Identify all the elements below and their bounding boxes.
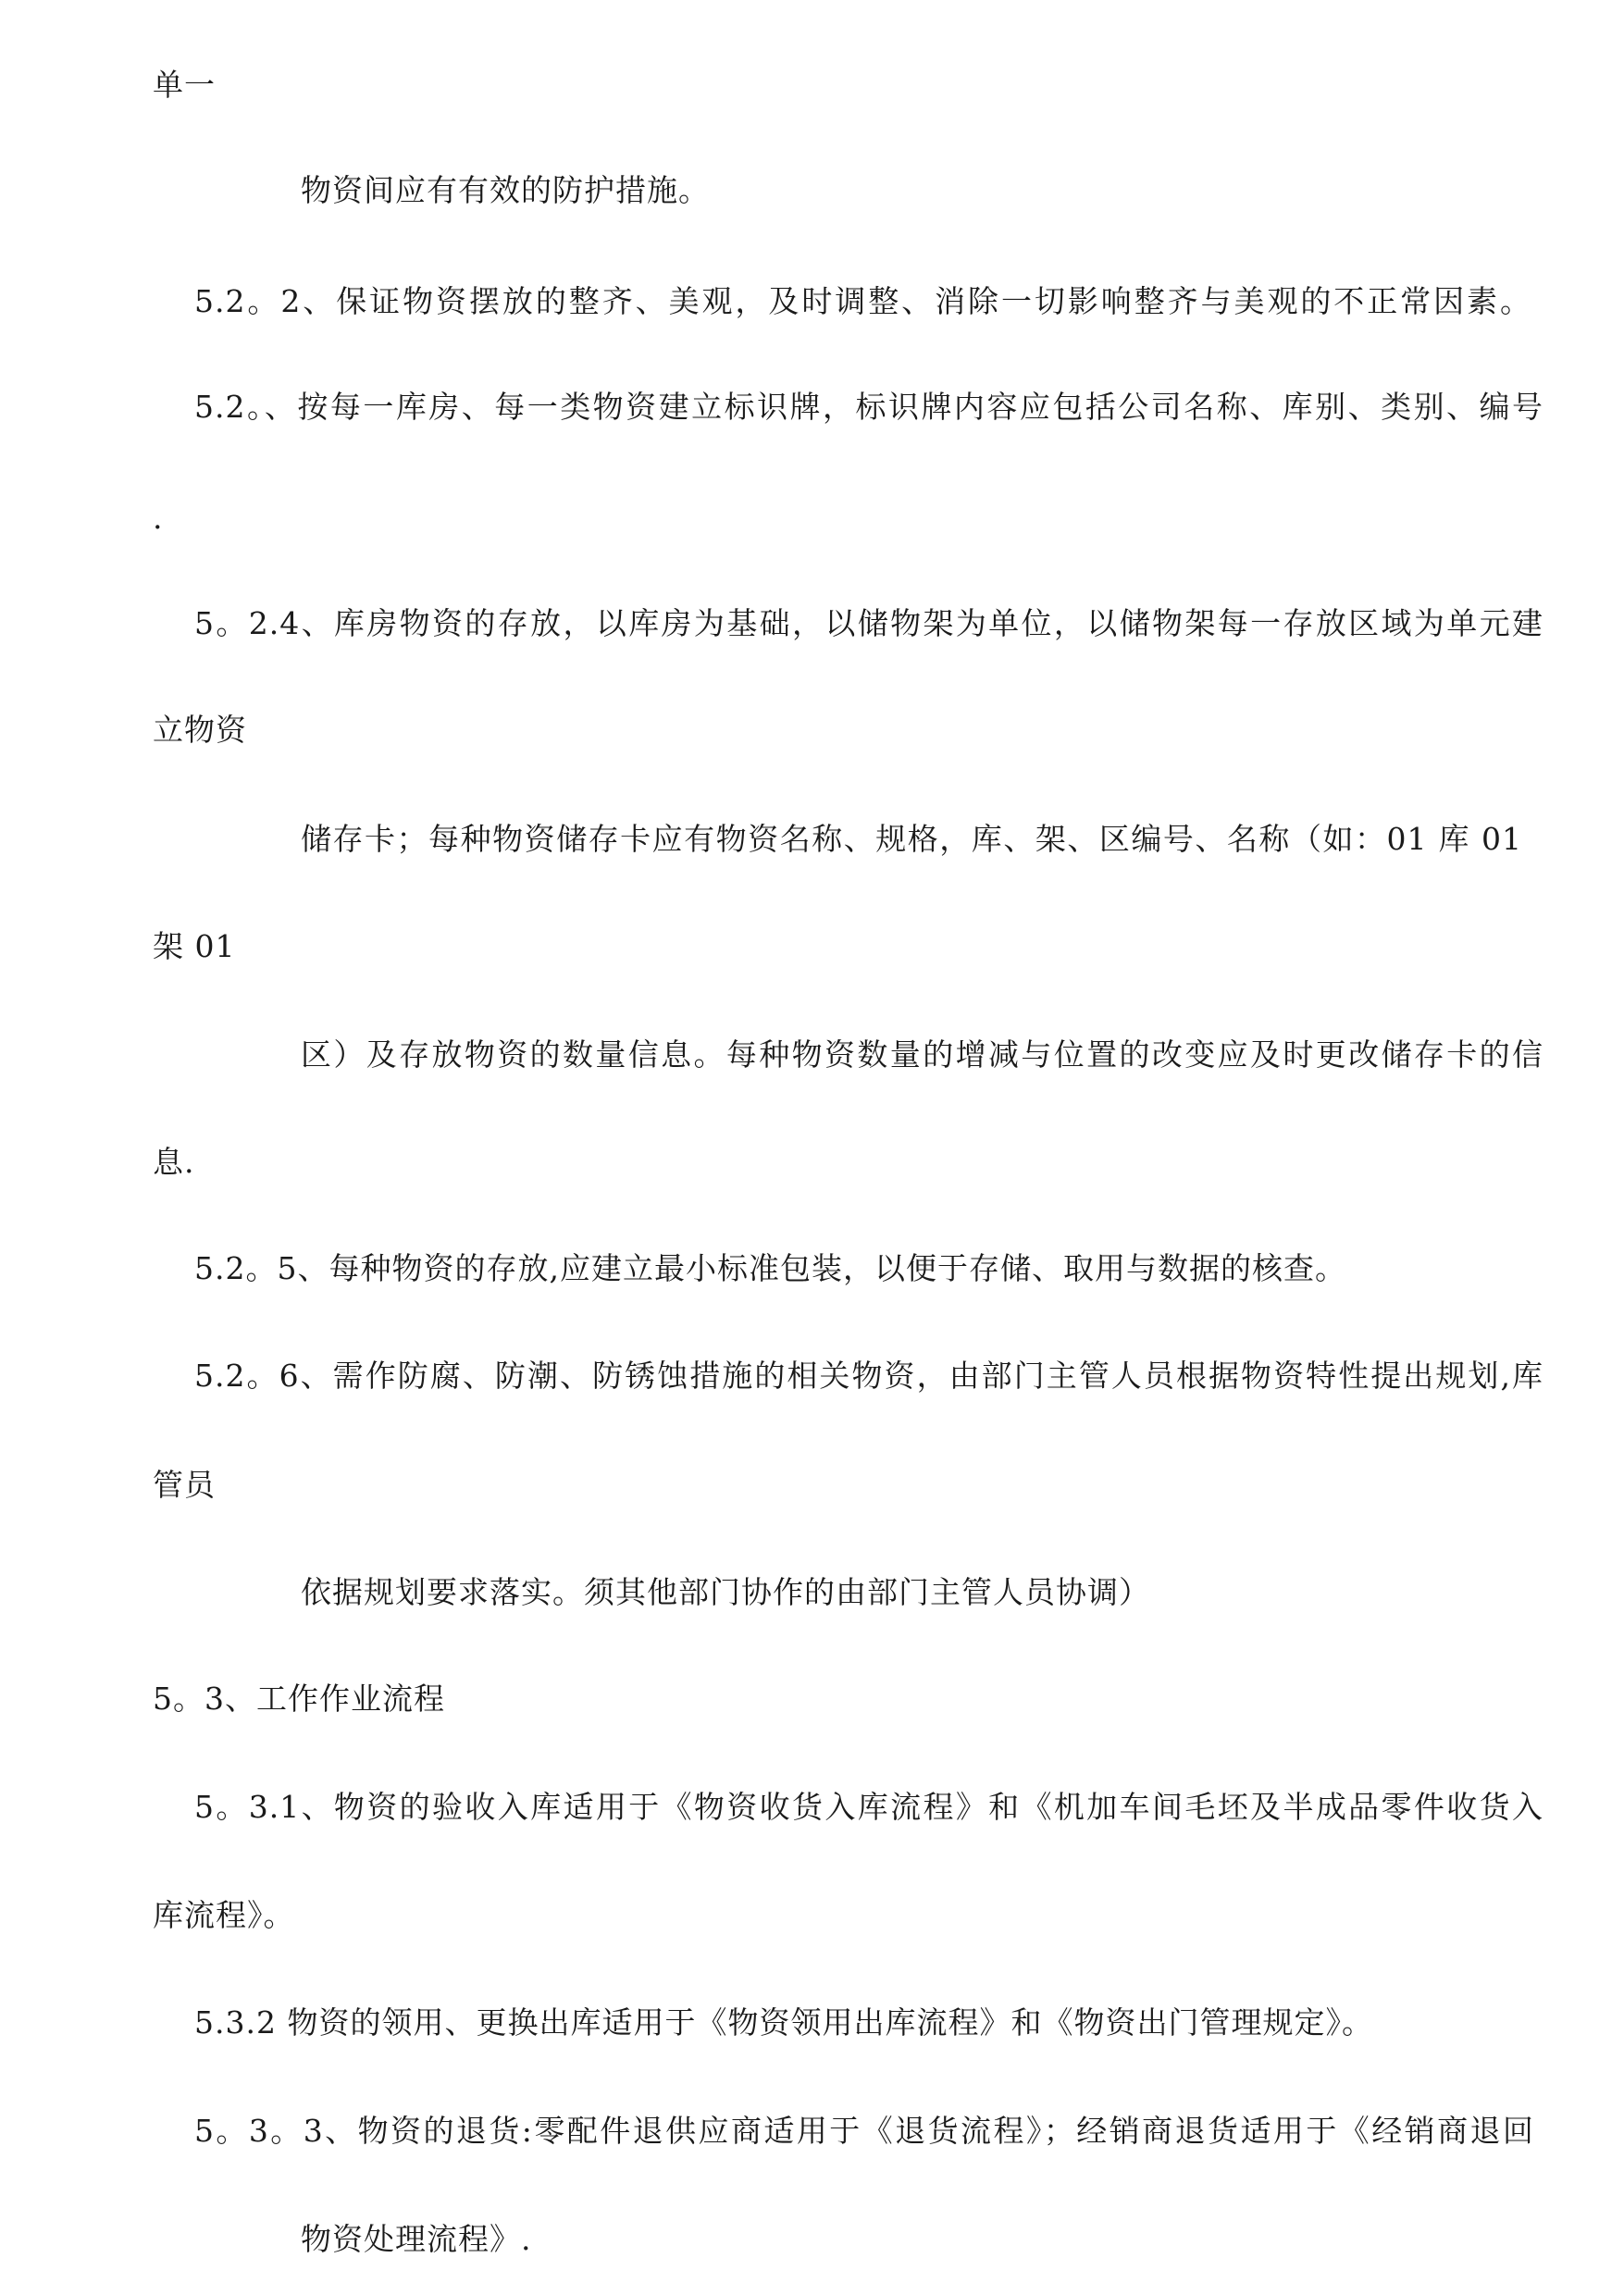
text-line-1: 单一	[153, 67, 216, 103]
text-line-3: 5.2。2、保证物资摆放的整齐、美观，及时调整、消除一切影响整齐与美观的不正常因素。	[194, 283, 1531, 319]
text-line-20: 5。3。3、物资的退货:零配件退供应商适用于《退货流程》；经销商退货适用于《经销商退回	[194, 2113, 1534, 2149]
text-line-14: 管员	[153, 1467, 216, 1503]
text-line-17: 5。3.1、物资的验收入库适用于《物资收货入库流程》和《机加车间毛坯及半成品零件收货入	[194, 1789, 1543, 1825]
text-line-5: .	[153, 500, 164, 536]
text-line-6: 5。2.4、库房物资的存放，以库房为基础，以储物架为单位，以储物架每一存放区域为单元建	[194, 605, 1543, 641]
text-line-18: 库流程》。	[153, 1897, 295, 1933]
text-line-10: 区）及存放物资的数量信息。每种物资数量的增减与位置的改变应及时更改储存卡的信	[301, 1036, 1543, 1073]
text-line-8: 储存卡；每种物资储存卡应有物资名称、规格，库、架、区编号、名称（如：01 库 01	[301, 821, 1522, 857]
text-line-15: 依据规划要求落实。须其他部门协作的由部门主管人员协调）	[301, 1574, 1150, 1610]
text-line-4: 5.2。、按每一库房、每一类物资建立标识牌，标识牌内容应包括公司名称、库别、类别、编号	[194, 389, 1543, 425]
text-line-12: 5.2。5、每种物资的存放,应建立最小标准包装，以便于存储、取用与数据的核查。	[194, 1250, 1346, 1286]
text-line-2: 物资间应有有效的防护措施。	[301, 172, 710, 208]
text-line-9: 架 01	[153, 928, 236, 964]
text-line-16: 5。3、工作作业流程	[153, 1681, 445, 1717]
text-line-7: 立物资	[153, 712, 247, 748]
text-line-11: 息.	[153, 1144, 195, 1180]
text-line-19: 5.3.2 物资的领用、更换出库适用于《物资领用出库流程》和《物资出门管理规定》。	[194, 2004, 1373, 2041]
text-line-13: 5.2。6、需作防腐、防潮、防锈蚀措施的相关物资，由部门主管人员根据物资特性提出规划,库	[194, 1358, 1543, 1394]
text-line-21: 物资处理流程》.	[301, 2221, 532, 2257]
